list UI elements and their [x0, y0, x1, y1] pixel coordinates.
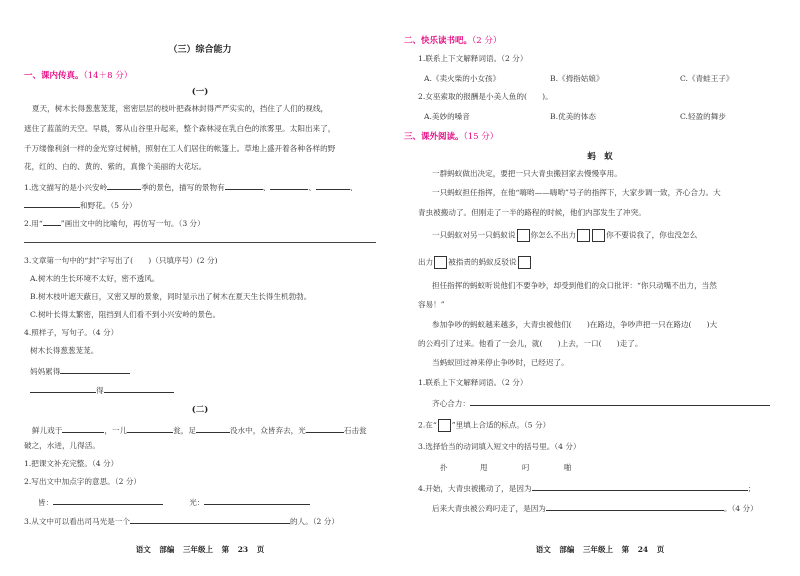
option-a: A.美妙的嗓音	[424, 112, 470, 121]
punctuation-box[interactable]	[518, 256, 531, 269]
passage-1-line-2: 遮住了蓝蓝的天空。早晨，雾从山谷里升起来，整个森林浸在乳白色的浓雾里。太阳出来了，	[24, 124, 336, 133]
section-3-label: 三、课外阅读。	[404, 132, 464, 142]
verb-choice: 甩	[480, 463, 488, 472]
answer-line[interactable]	[24, 242, 376, 243]
answer-blank[interactable]	[127, 424, 173, 433]
question-1-1: 1.选文描写的是小兴安岭 季的景色，描写的景物有 、 、 、	[24, 183, 358, 192]
option-b: B.优美的体态	[550, 112, 596, 121]
punctuation-box[interactable]	[517, 229, 530, 242]
story-line-8: 参加争吵的蚂蚁越来越多，大青虫被他们( )在路边，争吵声把一只在路边( )大	[432, 320, 718, 329]
page-title: （三）综合能力	[168, 45, 232, 55]
story-title: 蚂 蚁	[587, 152, 613, 162]
question-r3-1: 1.联系上下文解释词语。（2 分）	[418, 378, 528, 387]
answer-blank[interactable]	[104, 384, 174, 393]
story-line-6: 担任指挥的蚂蚁听说他们不要争吵，却受到他们的众口批评：“你只动嘴不出力，当然	[432, 281, 717, 290]
story-line-3: 青虫被搬动了。但刚走了一半的路程的时候，他们内部发生了冲突。	[418, 208, 646, 217]
passage-1-label: (一)	[191, 87, 209, 97]
example-sentence: 树木长得葱葱茏茏。	[30, 346, 99, 355]
answer-blank[interactable]	[204, 496, 310, 505]
question-1-4: 4.照样子，写句子。（4 分）	[24, 328, 119, 337]
question-2-3: 3.从文中可以看出司马光是一个 的人。（2 分）	[24, 517, 339, 526]
option-a: A.《卖火柴的小女孩》	[424, 74, 501, 83]
story-line-7: 容易！”	[418, 300, 445, 309]
question-2-1: 1.把课文补充完整。（4 分）	[24, 459, 119, 468]
section-heading-1	[24, 69, 132, 81]
section-1-points: （14＋8 分）	[83, 71, 133, 81]
answer-blank[interactable]	[306, 424, 344, 433]
passage-1-line-4: 花，红的、白的、黄的、紫的，真像个美丽的大花坛。	[24, 162, 207, 171]
answer-blank[interactable]	[196, 424, 230, 433]
section-heading-3	[404, 130, 498, 142]
story-line-10: 当蚂蚁回过神来停止争吵时，已经迟了。	[432, 358, 569, 367]
story-line-9: 的公鸡引了过来。他看了一会儿，就( )上去，一口( )走了。	[418, 339, 643, 348]
answer-blank[interactable]	[24, 199, 80, 208]
answer-blank[interactable]	[62, 424, 104, 433]
section-heading-2	[404, 34, 501, 46]
section-2-label: 二、快乐读书吧。	[404, 36, 473, 46]
option-c: C.轻盈的舞步	[680, 112, 726, 121]
option-c: C.《青蛙王子》	[680, 74, 734, 83]
story-line-1: 一群蚂蚁做出决定，要把一只大青虫搬回家去慢慢享用。	[432, 169, 622, 178]
passage-2-line-2: 破之，水迸，儿得活。	[24, 441, 100, 450]
story-line-2: 一只蚂蚁担任指挥，在他“嗨哟——嗨哟”号子的指挥下，大家步调一致，齐心合力。大	[432, 188, 721, 197]
question-2-2-answers: 皆： 光：	[38, 496, 310, 508]
punctuation-box[interactable]	[434, 256, 447, 269]
question-r1: 1.联系上下文解释词语。（2 分）	[418, 54, 528, 63]
question-r3-3: 3.选择恰当的动词填入短文中的括号里。（4 分）	[418, 442, 581, 451]
page-footer: 语文 部编 三年级上 第 23 页	[135, 545, 265, 554]
punctuation-box[interactable]	[592, 229, 605, 242]
punctuation-box[interactable]	[577, 229, 590, 242]
answer-blank[interactable]	[532, 482, 748, 491]
question-r3-1-answer: 齐心合力：	[432, 397, 770, 409]
passage-2-label: (二)	[191, 405, 209, 415]
verb-choice: 啪	[564, 463, 572, 472]
answer-blank[interactable]	[546, 502, 724, 511]
question-r3-4: 4.开始，大青虫被搬动了，是因为 ；	[418, 484, 756, 493]
passage-1-line-3: 千万缕像利剑一样的金光穿过树梢，照射在工人们居住的帐篷上。草地上盛开着各种各样的野	[24, 144, 336, 153]
question-1-1-cont: 和野花。（5 分）	[24, 199, 137, 211]
question-1-2: 2.用“ ”画出文中的比喻句，再仿写一句。（3 分）	[24, 219, 205, 228]
verb-choice: 叼	[522, 463, 530, 472]
right-page	[400, 0, 800, 576]
section-1-label: 一、课内传真。	[24, 71, 84, 81]
passage-2-line-1: 鲜儿戏于 ，一儿 瓮，足 没水中，众皆弃去，光 石击瓮	[32, 426, 367, 435]
story-line-4: 一只蚂蚁对另一只蚂蚁说 你怎么不出力 你不要说我了，你也没怎么	[432, 229, 697, 242]
answer-blank[interactable]	[130, 515, 290, 524]
answer-blank[interactable]	[30, 384, 96, 393]
answer-blank[interactable]	[60, 365, 130, 374]
question-1-3: 3.文章第一句中的“封”字写出了( )（只填序号）(2 分)	[24, 256, 218, 265]
story-line-5: 出力 被指责的蚂蚁反驳说	[418, 256, 532, 269]
sentence-blank-1: 妈妈累得	[30, 365, 130, 377]
answer-blank[interactable]	[225, 181, 263, 190]
answer-blank[interactable]	[107, 181, 141, 190]
section-3-points: （15 分）	[463, 132, 499, 142]
answer-blank[interactable]	[53, 496, 163, 505]
answer-blank[interactable]	[470, 397, 770, 406]
option-a: A.树木的生长环境不太好，密不透风。	[30, 274, 160, 283]
section-2-points: （2 分）	[472, 36, 502, 46]
passage-1-line-1: 夏天，树木长得葱葱茏茏，密密层层的枝叶把森林封得严严实实的，挡住了人们的视线，	[32, 104, 329, 113]
verb-choice: 扑	[440, 463, 448, 472]
sentence-blank-2: 得	[30, 384, 174, 396]
question-r2: 2.女巫索取的报酬是小美人鱼的( )。	[418, 92, 553, 101]
question-r3-2: 2.在“ ”里填上合适的标点。（5 分）	[418, 419, 550, 432]
option-b: B.《拇指姑娘》	[550, 74, 604, 83]
answer-blank[interactable]	[270, 181, 308, 190]
punctuation-box-sample	[438, 419, 451, 432]
question-r3-4-cont: 后来大青虫被公鸡叼走了，是因为 。（4 分）	[432, 504, 758, 513]
question-2-2: 2.写出文中加点字的意思。（2 分）	[24, 477, 142, 486]
page-footer: 语文 部编 三年级上 第 24 页	[535, 545, 665, 554]
option-c: C.树叶长得太繁密，阻挡到人们看不到小兴安岭的景色。	[30, 310, 221, 319]
option-b: B.树木枝叶遮天蔽日，又密又厚的景象，同时显示出了树木在夏天生长得生机勃勃。	[30, 292, 312, 301]
answer-blank[interactable]	[316, 181, 350, 190]
